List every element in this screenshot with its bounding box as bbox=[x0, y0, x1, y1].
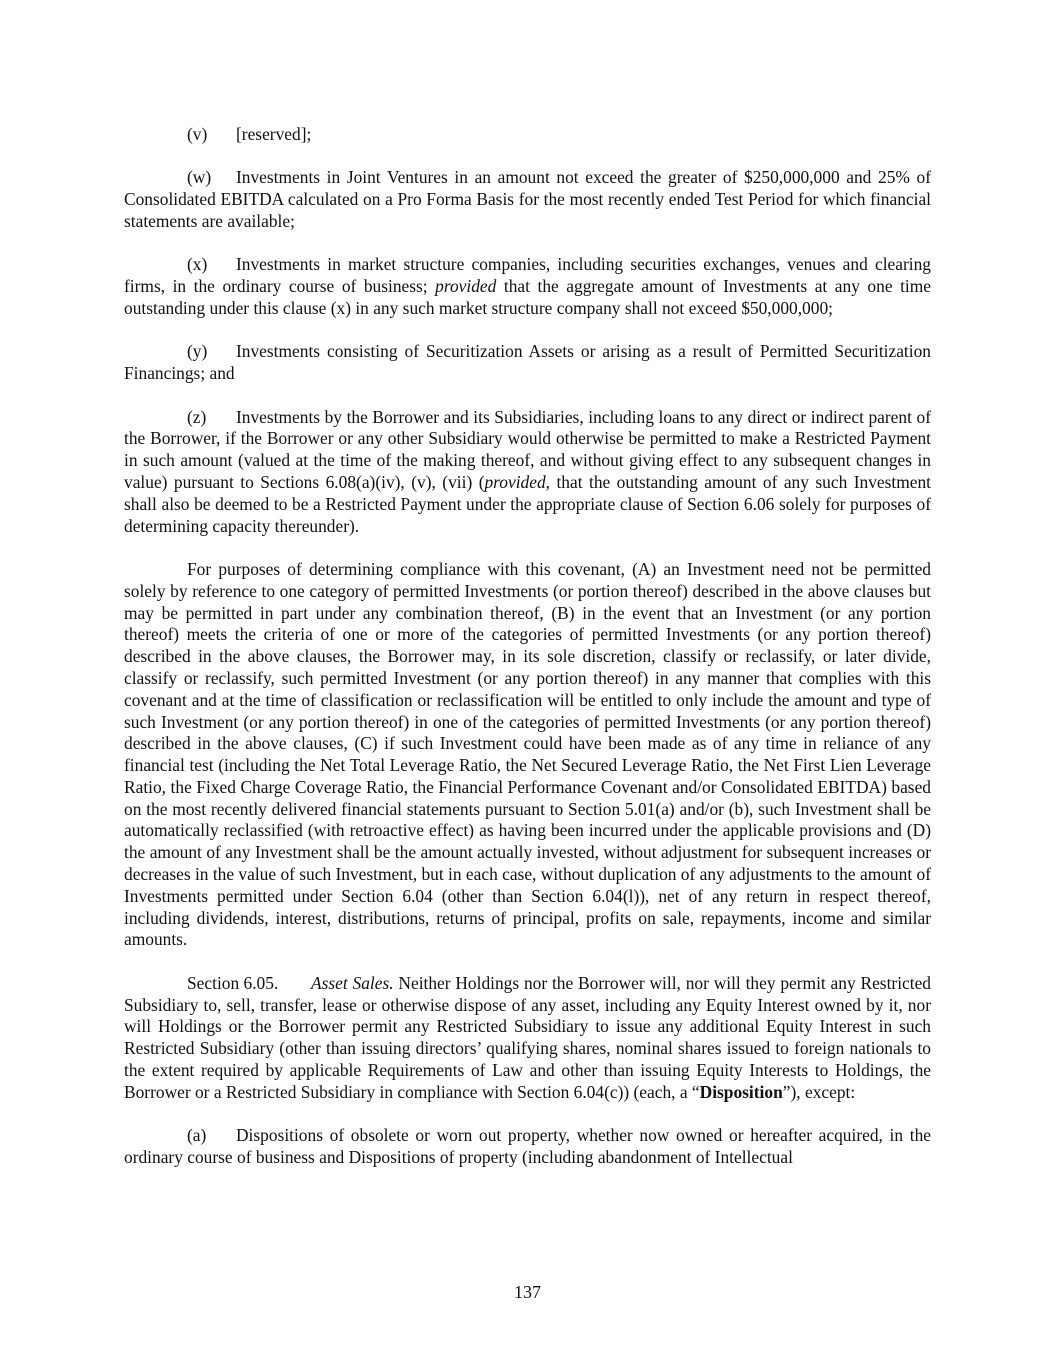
clause-label: (x) bbox=[187, 254, 208, 275]
clause-label: (y) bbox=[187, 341, 208, 362]
paragraph-text: For purposes of determining compliance with this covenant, (A) an Investment need not be permitted solely by reference to one category of permitted Investments (or portion thereof) described in the above clauses but may be permitted in part under any combination thereof, (B) in the event that an Investment (or any portion thereof) meets the criteria of one or more of the categories of permitted Investments (or any portion thereof) described in the above clauses, the Borrower may, in its sole discretion, classify or reclassify, or later divide, classify or reclassify, such permitted Investment (or any portion thereof) in any manner that complies with this covenant and at the time of classification or reclassification will be entitled to only include the amount and type of such Investment (or any portion thereof) in one of the categories of permitted Investments (or any portion thereof) described in the above clauses, (C) if such Investment could have been made as of any time in reliance of any financial test (including the Net Total Leverage Ratio, the Net Secured Leverage Ratio, the Net First Lien Leverage Ratio, the Fixed Charge Coverage Ratio, the Financial Performance Covenant and/or Consolidated EBITDA) based on the most recently delivered financial statements pursuant to Section 5.01(a) and/or (b), such Investment shall be automatically reclassified (with retroactive effect) as having been incurred under the applicable provisions and (D) the amount of any Investment shall be the amount actually invested, without adjustment for subsequent increases or decreases in the value of such Investment, but in each case, without duplication of any adjustments to the amount of Investments permitted under Section 6.04 (other than Section 6.04(l)), net of any return in respect thereof, including dividends, interest, distributions, returns of principal, profits on sale, repayments, income and similar amounts. bbox=[124, 558, 931, 950]
section-heading: Asset Sales. bbox=[311, 972, 394, 993]
section-text: ”), except: bbox=[782, 1081, 856, 1102]
clause-text: , that the outstanding amount of any such Investment shall also be deemed to be a Restricted Payment under the appropriate clause of Section 6.06 solely for purposes of determining capacity thereunder). bbox=[124, 471, 931, 536]
paragraph-purposes bbox=[124, 559, 931, 951]
paragraph-y bbox=[124, 341, 931, 385]
clause-italic: provided bbox=[435, 276, 497, 297]
paragraph-x bbox=[124, 254, 931, 319]
clause-label: (z) bbox=[187, 406, 207, 427]
clause-text: Dispositions of obsolete or worn out property, whether now owned or hereafter acquired, in the ordinary course of business and Dispositions of property (including abandonment of Intellectual bbox=[124, 1125, 931, 1168]
clause-text: Investments in market structure companies, including securities exchanges, venues and clearing firms, in the ordinary course of business; bbox=[124, 254, 931, 297]
clause-text: Investments consisting of Securitization Assets or arising as a result of Permitted Securitization Financings; and bbox=[124, 341, 931, 384]
section-6-05 bbox=[124, 973, 931, 1104]
clause-label: (w) bbox=[187, 167, 212, 188]
section-label: Section 6.05. bbox=[187, 972, 279, 993]
page-number: 137 bbox=[514, 1282, 541, 1302]
paragraph-v bbox=[124, 124, 931, 146]
paragraph-a bbox=[124, 1125, 931, 1169]
clause-text: Investments by the Borrower and its Subsidiaries, including loans to any direct or indirect parent of the Borrower, if the Borrower or any other Subsidiary would otherwise be permitted to make a Restricted Payment in such amount (valued at the time of the making thereof, and without giving effect to any subsequent changes in value) pursuant to Sections 6.08(a)(iv), (v), (vii) ( bbox=[124, 406, 931, 492]
clause-text: Investments in Joint Ventures in an amount not exceed the greater of $250,000,000 and 25% of Consolidated EBITDA calculated on a Pro Forma Basis for the most recently ended Test Period for which financial statements are available; bbox=[124, 167, 931, 231]
clause-text: [reserved]; bbox=[236, 124, 312, 144]
clause-label: (v) bbox=[187, 124, 208, 144]
clause-label: (a) bbox=[187, 1125, 207, 1146]
paragraph-w bbox=[124, 167, 931, 232]
section-text: Neither Holdings nor the Borrower will, nor will they permit any Restricted Subsidiary to, sell, transfer, lease or otherwise dispose of any asset, including any Equity Interest owned by it, nor will Holdings or the Borrower permit any Restricted Subsidiary to issue any additional Equity Interest in such Restricted Subsidiary (other than issuing directors’ qualifying shares, nominal shares issued to foreign nationals to the extent required by applicable Requirements of Law and other than issuing Equity Interests to Holdings, the Borrower or a Restricted Subsidiary in compliance with Section 6.04(c)) (each, a “ bbox=[124, 972, 931, 1102]
clause-text: that the aggregate amount of Investments at any one time outstanding under this clause (x) in any such market structure company shall not exceed $50,000,000; bbox=[124, 276, 931, 318]
paragraph-z bbox=[124, 407, 931, 538]
clause-italic: provided bbox=[484, 471, 546, 492]
defined-term: Disposition bbox=[699, 1081, 783, 1102]
document-page bbox=[124, 124, 931, 1190]
